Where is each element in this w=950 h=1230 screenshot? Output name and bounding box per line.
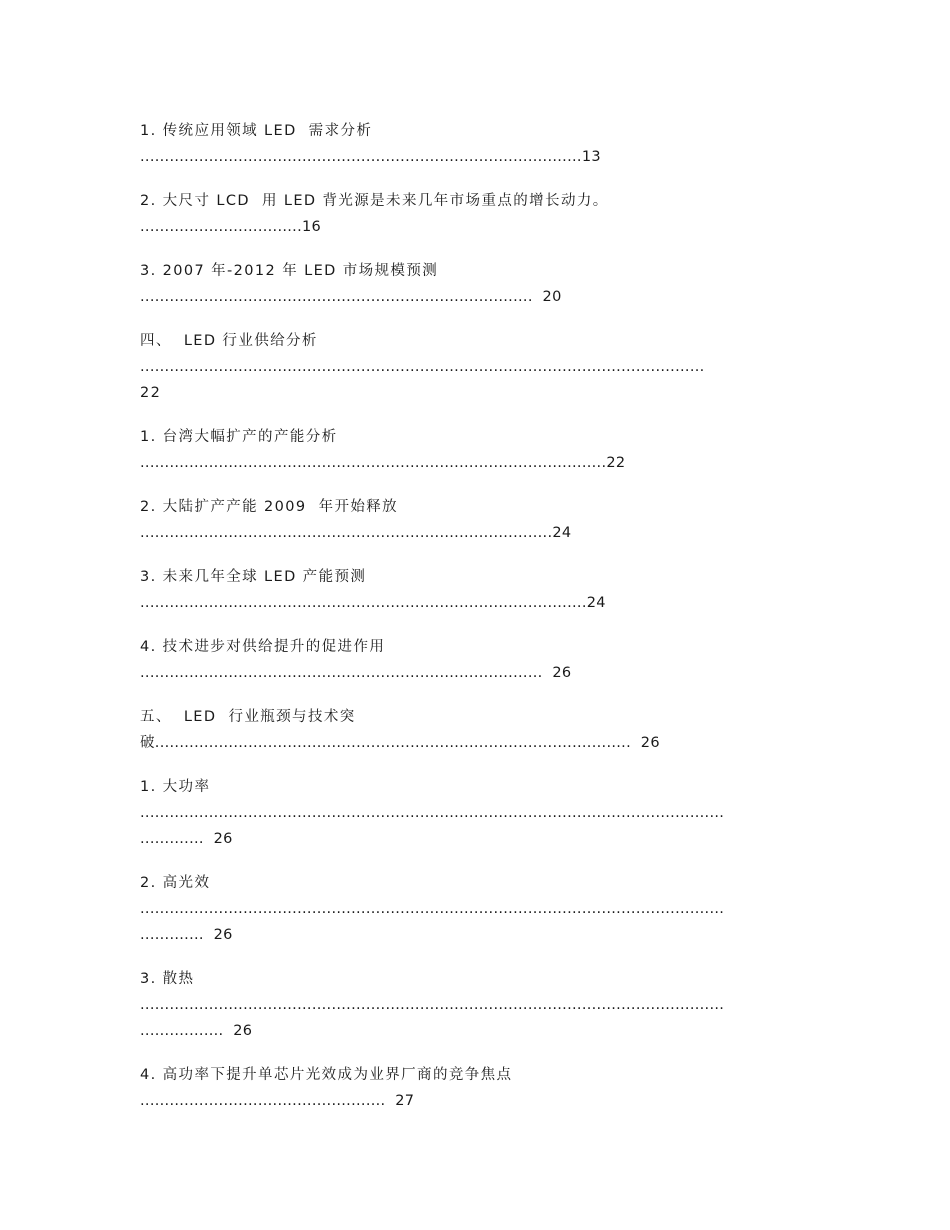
toc-entry-page-number: ................. 26 [140, 1023, 253, 1039]
toc-entry-title: 4. 技术进步对供给提升的促进作用 [140, 639, 386, 655]
toc-entry[interactable] [140, 564, 812, 616]
toc-entry-page-number: ............. 26 [140, 927, 233, 943]
toc-entry-page-number: ............. 26 [140, 831, 233, 847]
toc-entry-title: 2. 大尺寸 LCD 用 LED 背光源是未来几年市场重点的增长动力。 [140, 193, 609, 209]
toc-entry-leader: 破................................................................................................. 26 [140, 735, 660, 751]
toc-entry[interactable] [140, 634, 812, 686]
toc-entry[interactable] [140, 328, 812, 406]
toc-entry-title: 3. 散热 [140, 971, 195, 987]
toc-entry-title: 2. 高光效 [140, 875, 211, 891]
toc-entry-title: 四、 LED 行业供给分析 [140, 333, 318, 349]
toc-entry-title: 1. 大功率 [140, 779, 211, 795]
toc-entry-title: 4. 高功率下提升单芯片光效成为业界厂商的竞争焦点 [140, 1067, 513, 1083]
toc-entry-leader: ....................................................................................24 [140, 525, 572, 541]
toc-entry-leader: .................................................................................. 26 [140, 665, 572, 681]
toc-entry-leader: ....................................................................................................................... [140, 997, 725, 1013]
toc-entry[interactable] [140, 258, 812, 310]
toc-entry[interactable] [140, 1062, 812, 1114]
toc-entry-leader: ...............................................................................................22 [140, 455, 626, 471]
toc-entry[interactable] [140, 494, 812, 546]
toc-entry-leader: ....................................................................................................................... [140, 805, 725, 821]
toc-entry[interactable] [140, 424, 812, 476]
toc-entry[interactable] [140, 966, 812, 1044]
toc-entry-leader: .................................................. 27 [140, 1093, 415, 1109]
toc-entry[interactable] [140, 774, 812, 852]
toc-entry-leader: .................................16 [140, 219, 322, 235]
toc-page [140, 118, 812, 1114]
toc-entry-leader: ....................................................................................................................... [140, 901, 725, 917]
toc-entry[interactable] [140, 118, 812, 170]
toc-entry-title: 2. 大陆扩产产能 2009 年开始释放 [140, 499, 399, 515]
toc-entry-title: 1. 传统应用领域 LED 需求分析 [140, 123, 373, 139]
toc-entry-title: 3. 未来几年全球 LED 产能预测 [140, 569, 367, 585]
toc-entry-leader: ................................................................................ 20 [140, 289, 562, 305]
toc-entry-leader: ................................................................................................................... [140, 359, 705, 375]
toc-entry[interactable] [140, 870, 812, 948]
toc-entry-leader: ...........................................................................................24 [140, 595, 606, 611]
toc-entry-title: 3. 2007 年-2012 年 LED 市场规模预测 [140, 263, 439, 279]
toc-entry-leader: ..........................................................................................13 [140, 149, 601, 165]
toc-entry[interactable] [140, 704, 812, 756]
toc-entry-title: 五、 LED 行业瓶颈与技术突 [140, 709, 356, 725]
toc-entry-page-number: 22 [140, 385, 162, 401]
toc-entry[interactable] [140, 188, 812, 240]
toc-entry-title: 1. 台湾大幅扩产的产能分析 [140, 429, 338, 445]
